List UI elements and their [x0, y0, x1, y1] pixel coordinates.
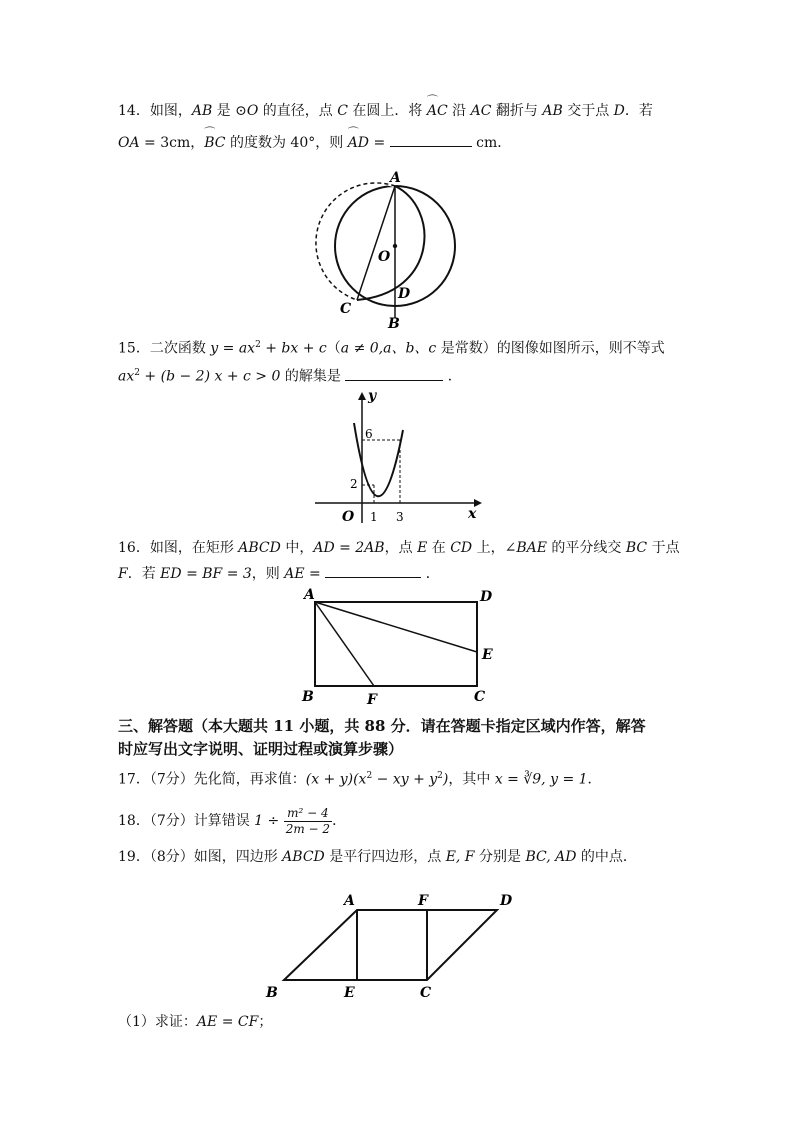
q19-text: 19．（8分）如图，四边形: [118, 849, 283, 865]
q17-sup: 2: [437, 771, 443, 781]
q16-expr: AD = 2AB: [313, 540, 385, 556]
q15-label-x: x: [468, 506, 477, 522]
q16-var: F: [118, 566, 128, 582]
q16-text: 中，: [280, 540, 314, 556]
q14-folded-arc: [357, 186, 424, 300]
q15-tick-2: 2: [350, 477, 358, 491]
q19-label-d: D: [500, 893, 513, 909]
q16-var: E: [417, 540, 428, 556]
q14-text: 是 ⊙: [212, 103, 247, 119]
q15-var: y: [210, 340, 219, 357]
q16-segment-af: [315, 602, 374, 686]
q14-var: O: [246, 103, 259, 119]
q15-text: 15．二次函数: [118, 340, 211, 357]
q15-sup: 2: [134, 368, 140, 378]
q19-figure: [262, 885, 527, 1005]
q19-sub1-line: [118, 1012, 272, 1032]
q15-label-o: O: [342, 509, 355, 525]
q14-text: ．若: [624, 103, 653, 119]
q18-text: 18．（7分）计算错误: [118, 813, 255, 829]
q18-fraction: [284, 806, 332, 837]
q16-var: ABCD: [238, 540, 281, 556]
q16-text: 16．如图，在矩形: [118, 540, 239, 556]
q16-text: =: [304, 566, 321, 582]
q14-text: = 3cm，: [139, 135, 205, 151]
q16-answer-blank[interactable]: [325, 563, 421, 578]
q19-sub1-text: ；: [258, 1014, 273, 1030]
q19-sub1-text: （1）求证：: [118, 1014, 197, 1030]
q14-chord-ac: [357, 186, 395, 300]
q19-label-b: B: [266, 985, 278, 1001]
q16-label-a: A: [304, 587, 315, 603]
q14-var: OA: [118, 135, 140, 151]
q16-text: ，点: [384, 540, 418, 556]
q15-expr: ax: [118, 368, 135, 385]
q19-label-f: F: [418, 893, 428, 909]
q15-answer-blank[interactable]: [345, 366, 443, 381]
q19-label-e: E: [344, 985, 355, 1001]
q17-expr: ): [442, 771, 449, 788]
q18-denominator: 2m − 2: [285, 821, 331, 836]
q14-label-d: D: [398, 286, 411, 302]
q16-segment-ae: [315, 602, 477, 652]
q15-expr: a ≠ 0,a、b、c: [340, 340, 437, 357]
q15-tick-1: 1: [370, 510, 378, 524]
q17-expr: (x + y)(x: [305, 771, 367, 788]
q14-text: cm．: [476, 135, 512, 151]
q15-text: ．: [447, 368, 462, 385]
q19-var: BC, AD: [525, 849, 577, 865]
q14-text: 的度数为 40°，则: [225, 135, 348, 151]
q15-text: 是常数）的图像如图所示，则不等式: [436, 340, 665, 357]
q15-figure: [310, 388, 490, 528]
q16-text: 上，: [472, 540, 505, 556]
section3-heading-line-2: 时应写出文字说明、证明过程或演算步骤）: [118, 740, 404, 758]
q19-var: E, F: [445, 849, 475, 865]
q19-label-a: A: [344, 893, 355, 909]
q15-line-1: [118, 335, 665, 359]
q16-text: 于点: [647, 540, 680, 556]
q14-text: 在圆上．将: [347, 103, 427, 119]
q16-text: ，则: [251, 566, 285, 582]
q15-sup: 2: [255, 340, 261, 350]
q14-arc-ad: ⌒ AD: [348, 133, 369, 153]
q14-var: C: [337, 103, 348, 119]
q14-var: AB: [542, 103, 563, 119]
q14-var: AC: [470, 103, 492, 119]
q16-var: CD: [450, 540, 473, 556]
q16-var: AE: [284, 566, 305, 582]
q16-text: 在: [427, 540, 451, 556]
q18-numerator: m² − 4: [284, 806, 332, 822]
q16-text: 的平分线交: [546, 540, 626, 556]
q15-expr: + bx + c: [260, 340, 327, 357]
q15-tick-6: 6: [365, 427, 373, 441]
q15-y-arrow: [358, 392, 366, 400]
q17-expr: x = ∛9, y = 1: [494, 771, 588, 788]
q14-line-1: [118, 101, 653, 121]
q17-expr: − xy + y: [372, 771, 438, 788]
q15-expr: + (b − 2) x + c > 0: [139, 368, 281, 385]
q18-line: [118, 805, 346, 837]
q18-text: ．: [332, 813, 347, 829]
q18-expr: 1 ÷: [254, 813, 284, 829]
q16-label-f: F: [367, 692, 377, 708]
q16-line-1: [118, 538, 680, 558]
q14-figure: [320, 168, 470, 333]
q14-center-dot: [393, 244, 397, 248]
q16-label-e: E: [482, 647, 493, 663]
q19-label-c: C: [420, 985, 432, 1001]
q14-label-b: B: [388, 316, 400, 332]
q14-var: AB: [191, 103, 213, 119]
q14-text: 的直径，点: [258, 103, 338, 119]
q19-line: [118, 847, 637, 867]
q14-answer-blank[interactable]: [390, 132, 472, 147]
q14-text: 交于点: [562, 103, 614, 119]
q14-text: =: [369, 135, 386, 151]
q19-text: 分别是: [474, 849, 526, 865]
q15-text: 的解集是: [280, 368, 341, 385]
q16-label-d: D: [480, 589, 493, 605]
q14-text: 14．如图，: [118, 103, 192, 119]
q17-text: ．: [587, 771, 602, 788]
q15-tick-3: 3: [396, 510, 404, 524]
q14-label-a: A: [390, 170, 401, 186]
q16-var: BC: [625, 540, 648, 556]
q16-text: ．若: [127, 566, 161, 582]
q17-text: ，其中: [448, 771, 495, 788]
q14-arc-ac: ⌒ AC: [427, 101, 448, 121]
q16-text: ．: [425, 566, 440, 582]
q15-label-y: y: [368, 388, 377, 404]
q15-text: （: [326, 340, 341, 357]
q16-expr: ∠BAE: [504, 540, 547, 556]
q16-label-c: C: [474, 689, 486, 705]
q16-line-2: [118, 563, 440, 584]
q19-text: 是平行四边形，点: [324, 849, 446, 865]
q17-sup: 2: [366, 771, 373, 781]
q19-text: 的中点．: [576, 849, 637, 865]
q19-parallelogram: [284, 910, 497, 980]
q16-expr: ED = BF = 3: [160, 566, 252, 582]
q15-line-2: [118, 363, 462, 387]
q14-text: 沿: [447, 103, 471, 119]
q14-arc-bc: ⌒ BC: [204, 133, 225, 153]
q16-label-b: B: [302, 689, 314, 705]
q14-var: D: [613, 103, 625, 119]
q15-expr: = ax: [218, 340, 256, 357]
q16-figure: [300, 585, 505, 710]
q19-sub1-expr: AE = CF: [196, 1014, 259, 1030]
q17-text: 17．（7分）先化简，再求值：: [118, 771, 306, 788]
q14-label-o: O: [378, 249, 391, 265]
section3-heading-line-1: 三、解答题（本大题共 11 小题，共 88 分．请在答题卡指定区域内作答，解答: [118, 717, 646, 735]
q19-var: ABCD: [282, 849, 325, 865]
q14-label-c: C: [340, 301, 352, 317]
q17-line: [118, 766, 602, 790]
q14-line-2: [118, 132, 511, 153]
q14-text: 翻折与: [491, 103, 543, 119]
